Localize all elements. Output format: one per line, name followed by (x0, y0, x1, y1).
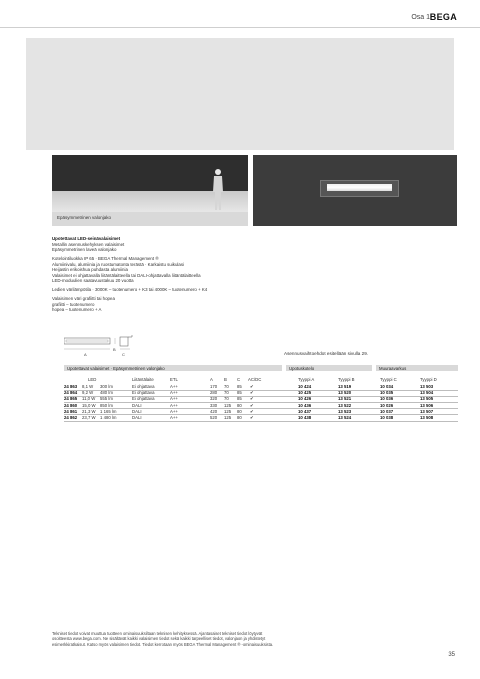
col-header-c: C (237, 377, 241, 382)
table-cell-acdc: ✔ (250, 408, 254, 414)
table-cell-etl: A++ (170, 402, 178, 408)
col-header-type-a: Tyyppi A (298, 377, 315, 382)
dim-label-b: B (113, 347, 116, 352)
product-photo (253, 155, 457, 226)
table-cell-ta: 10 437 (298, 408, 312, 414)
table-cell-b: 125 (224, 408, 232, 414)
spec-line: Alumiinivalu, alumiinia ja ruostumatonta terästä · Karkaistu suikulasi (52, 261, 185, 267)
table-cell-td: 13 506 (420, 402, 434, 408)
spec-line: Valaisimet ei ohjattavalla liitäntälaitteella tai DALI-ohjattavalla liitäntälaitteella (52, 272, 201, 278)
table-cell-acdc: ✔ (250, 384, 254, 389)
table-cell-tb: 13 524 (338, 415, 352, 420)
table-group-header-luminaires: Upotettavat valaisimet · Epäsymmetrinen valonjako (64, 365, 282, 371)
col-header-led: LED (88, 377, 97, 382)
table-cell-c: 85 (237, 384, 242, 389)
product-description (52, 236, 302, 316)
table-cell-ctrl: DALI (132, 402, 142, 408)
table-cell-b: 70 (224, 390, 229, 396)
table-cell-c: 80 (237, 408, 242, 414)
table-cell-ta: 10 426 (298, 396, 312, 402)
person-silhouette-icon (211, 168, 225, 210)
subtitle-line: Metallin asennuskehyksen valaisimet (52, 241, 125, 247)
col-header-etl: ETL (170, 377, 178, 382)
spec-line: Kotelointiluokka IP 65 · BEGA Thermal Management ® (52, 255, 159, 261)
table-cell-tb: 13 521 (338, 396, 352, 402)
table-cell-id: 24 862 (64, 415, 78, 420)
dim-label-c: C (122, 352, 125, 357)
product-table (64, 365, 458, 465)
table-cell-b: 70 (224, 396, 229, 402)
table-cell-td: 13 507 (420, 408, 434, 414)
table-cell-tb: 13 519 (338, 384, 352, 389)
header-part-label: Osa 1 (411, 14, 430, 21)
table-cell-ctrl: DALI (132, 415, 142, 420)
table-cell-b: 125 (224, 415, 232, 420)
col-header-control: Liitäntälaite (132, 377, 154, 382)
spec-line: Heijastin erikoishua puhdasta alumiinia (52, 267, 128, 273)
table-cell-lm: 300 lm (100, 384, 113, 389)
table-cell-ta: 10 424 (298, 384, 312, 389)
table-cell-ta: 10 438 (298, 415, 312, 420)
table-cell-tc: 10 035 (380, 390, 394, 396)
table-cell-a: 520 (210, 415, 218, 420)
table-cell-id: 24 864 (64, 390, 78, 396)
table-cell-acdc: ✔ (250, 390, 254, 396)
color-temp-line: Ledien värilämpötila · 3000K – tuotenumero + K3 tai 4000K – tuotenumero + K4 (52, 287, 208, 293)
table-cell-etl: A++ (170, 415, 178, 420)
table-cell-tc: 10 026 (380, 402, 394, 408)
dim-label-a: A (84, 352, 87, 357)
table-cell-tc: 10 038 (380, 415, 394, 420)
col-header-a: A (210, 377, 213, 382)
table-cell-acdc: ✔ (250, 402, 254, 408)
table-cell-a: 170 (210, 384, 218, 389)
dimension-drawing (64, 335, 136, 357)
table-cell-b: 70 (224, 384, 229, 389)
table-cell-c: 80 (237, 402, 242, 408)
table-cell-w: 9,2 W (82, 390, 94, 396)
finish-line: hopea – tuotenumero + A (52, 307, 102, 313)
hero-image-placeholder (26, 38, 454, 150)
table-cell-b: 125 (224, 402, 232, 408)
table-row-divider (64, 408, 458, 409)
product-title: Upotettavat LED-seinävalaisimet (52, 236, 121, 241)
table-cell-tb: 13 523 (338, 408, 352, 414)
table-row-divider (64, 414, 458, 415)
table-cell-lm: 1 165 lm (100, 408, 117, 414)
table-cell-lm: 850 lm (100, 402, 113, 408)
table-cell-td: 13 503 (420, 384, 434, 389)
table-cell-td: 13 505 (420, 396, 434, 402)
table-cell-ctrl: Ei ohjattava (132, 396, 155, 402)
table-cell-lm: 480 lm (100, 390, 113, 396)
table-cell-ctrl: Ei ohjattava (132, 384, 155, 389)
table-cell-etl: A++ (170, 384, 178, 389)
page-number: 35 (448, 652, 455, 658)
table-cell-c: 85 (237, 396, 242, 402)
subtitle-line: Epäsymmetrinen laveä valonjako (52, 247, 117, 253)
table-row-divider (64, 402, 458, 403)
table-cell-ta: 10 436 (298, 402, 312, 408)
table-group-header-housing: Upotuskotelo (286, 365, 372, 371)
brand-logo: BEGA (429, 12, 457, 22)
spec-line: LED-moduulien saatavuustakuu 20 vuotta (52, 278, 134, 284)
table-cell-ta: 10 425 (298, 390, 312, 396)
footer-line: esimerkkiratkaisut. Katso myös valaisimen tiedot. Tiedot kerrotaan myös BEGA Thermal Management ® -ominaisuuksista. (52, 641, 274, 647)
table-cell-td: 13 508 (420, 415, 434, 420)
table-row-divider (64, 421, 458, 422)
table-cell-a: 320 (210, 396, 218, 402)
table-cell-w: 11,0 W (82, 396, 96, 402)
table-cell-a: 420 (210, 408, 218, 414)
table-cell-lm: 1 480 lm (100, 415, 117, 420)
footer-line: osoitteesta www.bega.com. Ne sisältävät kaikki valaisimen tiedot sekä kaikki tarpeelliset tiedot, valonjaon ja yhdistetyt (52, 636, 266, 642)
col-header-b: B (224, 377, 227, 382)
table-cell-w: 15,0 W (82, 402, 96, 408)
table-cell-ctrl: Ei ohjattava (132, 390, 155, 396)
installation-note: Asennusvaihtoehdot esitellään sivulla 29. (284, 351, 369, 356)
luminaire-light-strip (327, 184, 392, 191)
table-cell-c: 80 (237, 415, 242, 420)
table-cell-c: 85 (237, 390, 242, 396)
footer-line: Tekniset tiedot voivat muuttua tuotteen ominaisuuksiltaan teknisen kehityksessä. Ajantasaiset tekniset tiedot löytyvät (52, 631, 263, 636)
table-cell-ctrl: DALI (132, 408, 142, 414)
table-cell-tb: 13 522 (338, 402, 352, 408)
table-cell-w: 23,7 W (82, 415, 96, 420)
table-cell-acdc: ✔ (250, 415, 254, 420)
finish-line: grafiitti – tuotenumero (52, 301, 95, 307)
table-cell-etl: A++ (170, 408, 178, 414)
col-header-type-c: Tyyppi C (380, 377, 397, 382)
header-divider (0, 27, 480, 28)
table-cell-etl: A++ (170, 396, 178, 402)
table-cell-a: 330 (210, 402, 218, 408)
table-row-divider (64, 396, 458, 397)
col-header-acdc: AC/DC (248, 377, 262, 382)
table-cell-td: 13 504 (420, 390, 434, 396)
table-cell-lm: 555 lm (100, 396, 113, 402)
photo-caption: Epäsymmetrinen valonjako (57, 215, 112, 220)
photo-caption-bar (52, 212, 248, 226)
table-cell-tc: 10 036 (380, 396, 394, 402)
table-cell-acdc: ✔ (250, 396, 254, 402)
finish-line: Valaisimen väri grafiitti tai hopea (52, 295, 115, 301)
table-cell-w: 8,1 W (82, 384, 94, 389)
table-cell-id: 24 861 (64, 408, 78, 414)
table-cell-etl: A++ (170, 390, 178, 396)
table-cell-a: 280 (210, 390, 218, 396)
table-row-divider (64, 390, 458, 391)
col-header-type-b: Tyyppi B (338, 377, 355, 382)
table-group-header-frame: Muuraavarkus (376, 365, 458, 371)
table-cell-id: 24 863 (64, 384, 78, 389)
table-cell-tb: 13 520 (338, 390, 352, 396)
footer-disclaimer (52, 631, 382, 647)
table-cell-tc: 10 037 (380, 408, 394, 414)
table-cell-tc: 10 034 (380, 384, 394, 389)
table-cell-id: 24 860 (64, 402, 78, 408)
table-cell-id: 24 865 (64, 396, 78, 402)
table-cell-w: 21,3 W (82, 408, 96, 414)
col-header-type-d: Tyyppi D (420, 377, 437, 382)
